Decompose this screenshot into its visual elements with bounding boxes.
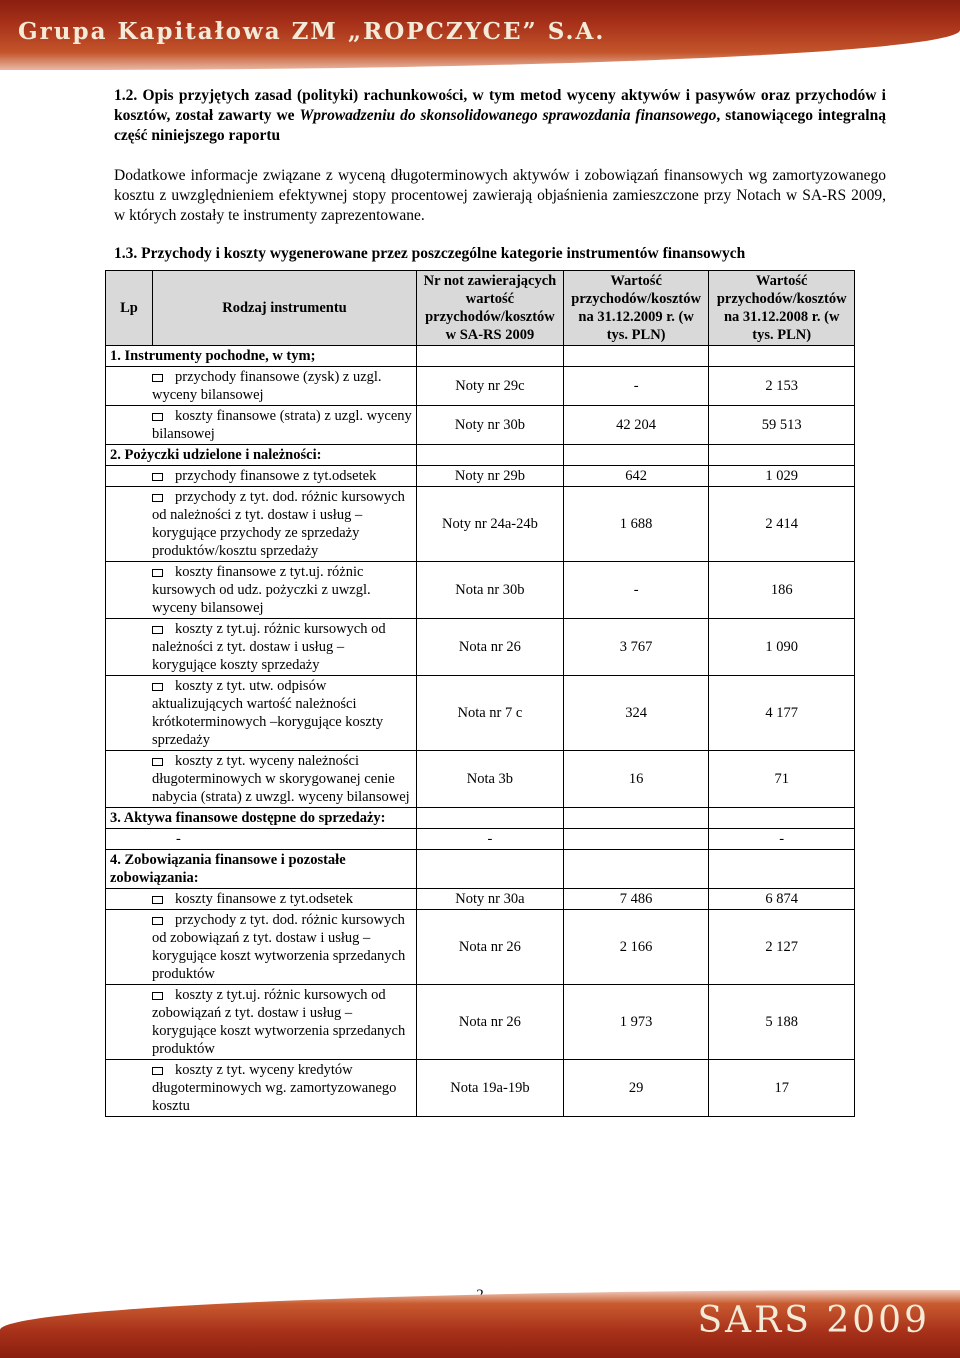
note-cell: Nota 3b [417, 751, 564, 808]
table-row [106, 367, 855, 406]
value-2008-cell: 17 [709, 1060, 855, 1117]
value-2008-cell: 1 090 [709, 619, 855, 676]
bullet-icon [152, 683, 163, 691]
note-cell: Nota nr 26 [417, 619, 564, 676]
value-2008-cell: 59 513 [709, 406, 855, 445]
empty-cell [563, 346, 709, 367]
note-cell: Nota 19a-19b [417, 1060, 564, 1117]
empty-cell [563, 808, 709, 829]
bullet-icon [152, 896, 163, 904]
instrument-label-cell [106, 985, 417, 1060]
table-section-row [106, 346, 855, 367]
bullet-icon [152, 413, 163, 421]
instrument-label: koszty finansowe z tyt.odsetek [175, 891, 353, 907]
table-header-row [106, 271, 855, 346]
instrument-label-cell [106, 910, 417, 985]
empty-cell [417, 445, 564, 466]
value-2008-cell: 6 874 [709, 889, 855, 910]
table-body [106, 346, 855, 1117]
value-2009-cell: 642 [563, 466, 709, 487]
header-value-2009: Wartość przychodów/kosztów na 31.12.2009 r. (w tys. PLN) [563, 271, 709, 346]
bullet-icon [152, 1067, 163, 1075]
empty-cell [709, 808, 855, 829]
instrument-label-cell [106, 619, 417, 676]
value-2008-cell: 5 188 [709, 985, 855, 1060]
bullet-icon [152, 494, 163, 502]
instrument-label-cell [106, 487, 417, 562]
note-cell: Nota nr 7 c [417, 676, 564, 751]
bullet-icon [152, 569, 163, 577]
heading-italic-part: Wprowadzeniu do skonsolidowanego sprawozdania finansowego [299, 107, 717, 124]
table-row [106, 829, 855, 850]
value-2008-cell: 186 [709, 562, 855, 619]
bullet-icon [152, 992, 163, 1000]
header-value-2008: Wartość przychodów/kosztów na 31.12.2008 r. (w tys. PLN) [709, 271, 855, 346]
instrument-label: przychody finansowe z tyt.odsetek [175, 468, 377, 484]
table-row [106, 889, 855, 910]
header-rodzaj: Rodzaj instrumentu [153, 271, 417, 346]
value-2009-cell: 1 973 [563, 985, 709, 1060]
table-section-row [106, 445, 855, 466]
value-2008-cell: 2 127 [709, 910, 855, 985]
value-2009-cell: 16 [563, 751, 709, 808]
table-row [106, 910, 855, 985]
instruments-table [105, 270, 855, 1117]
note-cell: Nota nr 30b [417, 562, 564, 619]
instrument-label: koszty z tyt.uj. różnic kursowych od zobowiązań z tyt. dostaw i usług – korygujące koszt wytworzenia sprzedanych produktów [152, 987, 406, 1057]
value-2009-cell: 324 [563, 676, 709, 751]
heading-part-a: 1.2. Opis przyjętych zasad (polityki) rachunkowości, w tym metod wyceny aktywów i pasywów oraz przychodów i kosztów, został zawarty we [114, 87, 886, 124]
note-cell: Noty nr 30b [417, 406, 564, 445]
empty-cell [417, 346, 564, 367]
value-2009-cell: 1 688 [563, 487, 709, 562]
header-lp: Lp [106, 271, 153, 346]
note-cell: Noty nr 29b [417, 466, 564, 487]
note-cell: Noty nr 24a-24b [417, 487, 564, 562]
instrument-label: koszty finansowe z tyt.uj. różnic kursowych od udz. pożyczki z uwzgl. wyceny bilansowej [152, 564, 371, 616]
note-cell: Noty nr 30a [417, 889, 564, 910]
instrument-label: - [176, 831, 181, 847]
page-content [114, 86, 886, 264]
header-nr-noty: Nr not zawierających wartość przychodów/kosztów w SA-RS 2009 [417, 271, 564, 346]
value-2009-cell: 3 767 [563, 619, 709, 676]
bullet-icon [152, 758, 163, 766]
footer-title: SARS 2009 [697, 1300, 930, 1341]
instrument-label: koszty z tyt. wyceny należności długoterminowych w skorygowanej cenie nabycia (strata) z uwzgl. wyceny bilansowej [152, 753, 410, 805]
value-2008-cell: 2 414 [709, 487, 855, 562]
note-cell: Nota nr 26 [417, 985, 564, 1060]
section-1-2-paragraph: Dodatkowe informacje związane z wyceną długoterminowych aktywów i zobowiązań finansowych wg zamortyzowanego kosztu z uwzględnieniem efektywnej stopy procentowej zawierają objaśnienia zamieszczone przy Notach w SA-RS 2009, w których zostały te instrumenty zaprezentowane. [114, 167, 886, 224]
empty-cell [417, 850, 564, 889]
value-2008-cell: - [709, 829, 855, 850]
table-row [106, 619, 855, 676]
note-cell: - [417, 829, 564, 850]
instrument-label-cell [106, 466, 417, 487]
table-row [106, 676, 855, 751]
section-title: 1. Instrumenty pochodne, w tym; [106, 346, 417, 367]
instrument-label-cell [106, 367, 417, 406]
heading-part-b: , stanowiącego integralną część niniejszego raportu [114, 107, 886, 144]
empty-cell [563, 445, 709, 466]
value-2009-cell: 42 204 [563, 406, 709, 445]
instrument-label-cell [106, 829, 417, 850]
instrument-label-cell [106, 751, 417, 808]
table-row [106, 1060, 855, 1117]
instrument-label: przychody z tyt. dod. różnic kursowych od należności z tyt. dostaw i usług – korygujące przychody ze sprzedaży produktów/kosztu sprzedaży [152, 489, 405, 559]
table-section-row [106, 850, 855, 889]
table-row [106, 751, 855, 808]
empty-cell [417, 808, 564, 829]
value-2009-cell: 29 [563, 1060, 709, 1117]
value-2009-cell [563, 829, 709, 850]
empty-cell [563, 850, 709, 889]
instrument-label: koszty z tyt. utw. odpisów aktualizujących wartość należności krótkoterminowych –korygujące koszty sprzedaży [152, 678, 384, 748]
value-2009-cell: 2 166 [563, 910, 709, 985]
section-title: 4. Zobowiązania finansowe i pozostałe zobowiązania: [106, 850, 417, 889]
instrument-label: koszty z tyt. wyceny kredytów długoterminowych wg. zamortyzowanego kosztu [152, 1062, 397, 1114]
instrument-label-cell [106, 1060, 417, 1117]
section-title: 3. Aktywa finansowe dostępne do sprzedaży: [106, 808, 417, 829]
header-title: Grupa Kapitałowa ZM „ROPCZYCE” S.A. [18, 18, 606, 45]
instrument-label: koszty z tyt.uj. różnic kursowych od należności z tyt. dostaw i usług – korygujące koszty sprzedaży [152, 621, 386, 673]
section-title: 2. Pożyczki udzielone i należności: [106, 445, 417, 466]
bullet-icon [152, 917, 163, 925]
empty-cell [709, 445, 855, 466]
value-2008-cell: 71 [709, 751, 855, 808]
empty-cell [709, 346, 855, 367]
table-row [106, 406, 855, 445]
table-row [106, 985, 855, 1060]
note-cell: Nota nr 26 [417, 910, 564, 985]
table-row [106, 466, 855, 487]
value-2009-cell: 7 486 [563, 889, 709, 910]
value-2008-cell: 2 153 [709, 367, 855, 406]
section-1-3-heading: 1.3. Przychody i koszty wygenerowane przez poszczególne kategorie instrumentów finansowych [114, 245, 746, 262]
instrument-label-cell [106, 406, 417, 445]
instrument-label: koszty finansowe (strata) z uzgl. wyceny bilansowej [152, 408, 412, 442]
instrument-label-cell [106, 889, 417, 910]
bullet-icon [152, 473, 163, 481]
bullet-icon [152, 374, 163, 382]
instrument-label-cell [106, 562, 417, 619]
value-2008-cell: 4 177 [709, 676, 855, 751]
table-row [106, 562, 855, 619]
instrument-label-cell [106, 676, 417, 751]
table-section-row [106, 808, 855, 829]
section-1-2-heading [114, 86, 886, 146]
empty-cell [709, 850, 855, 889]
value-2008-cell: 1 029 [709, 466, 855, 487]
value-2009-cell: - [563, 367, 709, 406]
note-cell: Noty nr 29c [417, 367, 564, 406]
bullet-icon [152, 626, 163, 634]
value-2009-cell: - [563, 562, 709, 619]
instrument-label: przychody z tyt. dod. różnic kursowych od zobowiązań z tyt. dostaw i usług – korygujące koszt wytworzenia sprzedanych produktów [152, 912, 406, 982]
instrument-label: przychody finansowe (zysk) z uzgl. wyceny bilansowej [152, 369, 382, 403]
table-row [106, 487, 855, 562]
